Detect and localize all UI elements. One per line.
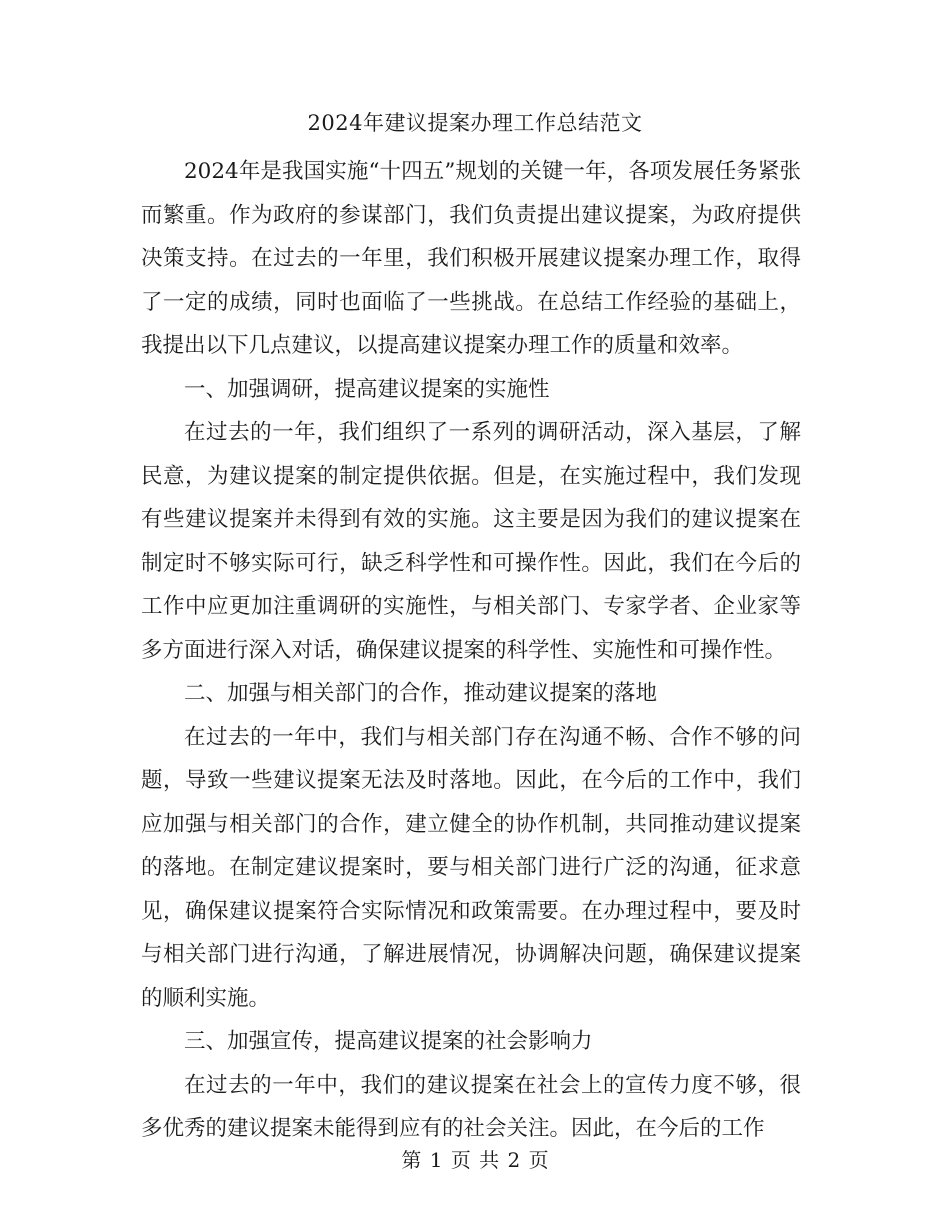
paragraph-section-3: 在过去的一年中，我们的建议提案在社会上的宣传力度不够，很多优秀的建议提案未能得到应有的社会关注。因此，在今后的工作 (141, 1072, 801, 1141)
section-heading-3: 三、加强宣传，提高建议提案的社会影响力 (184, 1029, 593, 1054)
paragraph-section-1: 在过去的一年，我们组织了一系列的调研活动，深入基层，了解民意，为建议提案的制定提供依据。但是，在实施过程中，我们发现有些建议提案并未得到有效的实施。这主要是因为我们的建议提案在制定时不够实际可行，缺乏科学性和可操作性。因此，我们在今后的工作中应更加注重调研的实施性，与相关部门、专家学者、企业家等多方面进行深入对话，确保建议提案的科学性、实施性和可操作性。 (141, 420, 801, 663)
document-body (141, 150, 801, 1151)
document-title: 2024年建议提案办理工作总结范文 (307, 111, 643, 135)
paragraph-section-2: 在过去的一年中，我们与相关部门存在沟通不畅、合作不够的问题，导致一些建议提案无法及时落地。因此，在今后的工作中，我们应加强与相关部门的合作，建立健全的协作机制，共同推动建议提案的落地。在制定建议提案时，要与相关部门进行广泛的沟通，征求意见，确保建议提案符合实际情况和政策需要。在办理过程中，要及时与相关部门进行沟通，了解进展情况，协调解决问题，确保建议提案的顺利实施。 (141, 724, 801, 1011)
section-heading-2: 二、加强与相关部门的合作，推动建议提案的落地 (184, 681, 658, 706)
paragraph-intro: 2024年是我国实施“十四五”规划的关键一年，各项发展任务紧张而繁重。作为政府的参谋部门，我们负责提出建议提案，为政府提供决策支持。在过去的一年里，我们积极开展建议提案办理工作，取得了一定的成绩，同时也面临了一些挑战。在总结工作经验的基础上，我提出以下几点建议，以提高建议提案办理工作的质量和效率。 (141, 159, 801, 358)
section-heading-1: 一、加强调研，提高建议提案的实施性 (184, 376, 550, 402)
page-number-footer: 第 1 页 共 2 页 (401, 1148, 549, 1172)
